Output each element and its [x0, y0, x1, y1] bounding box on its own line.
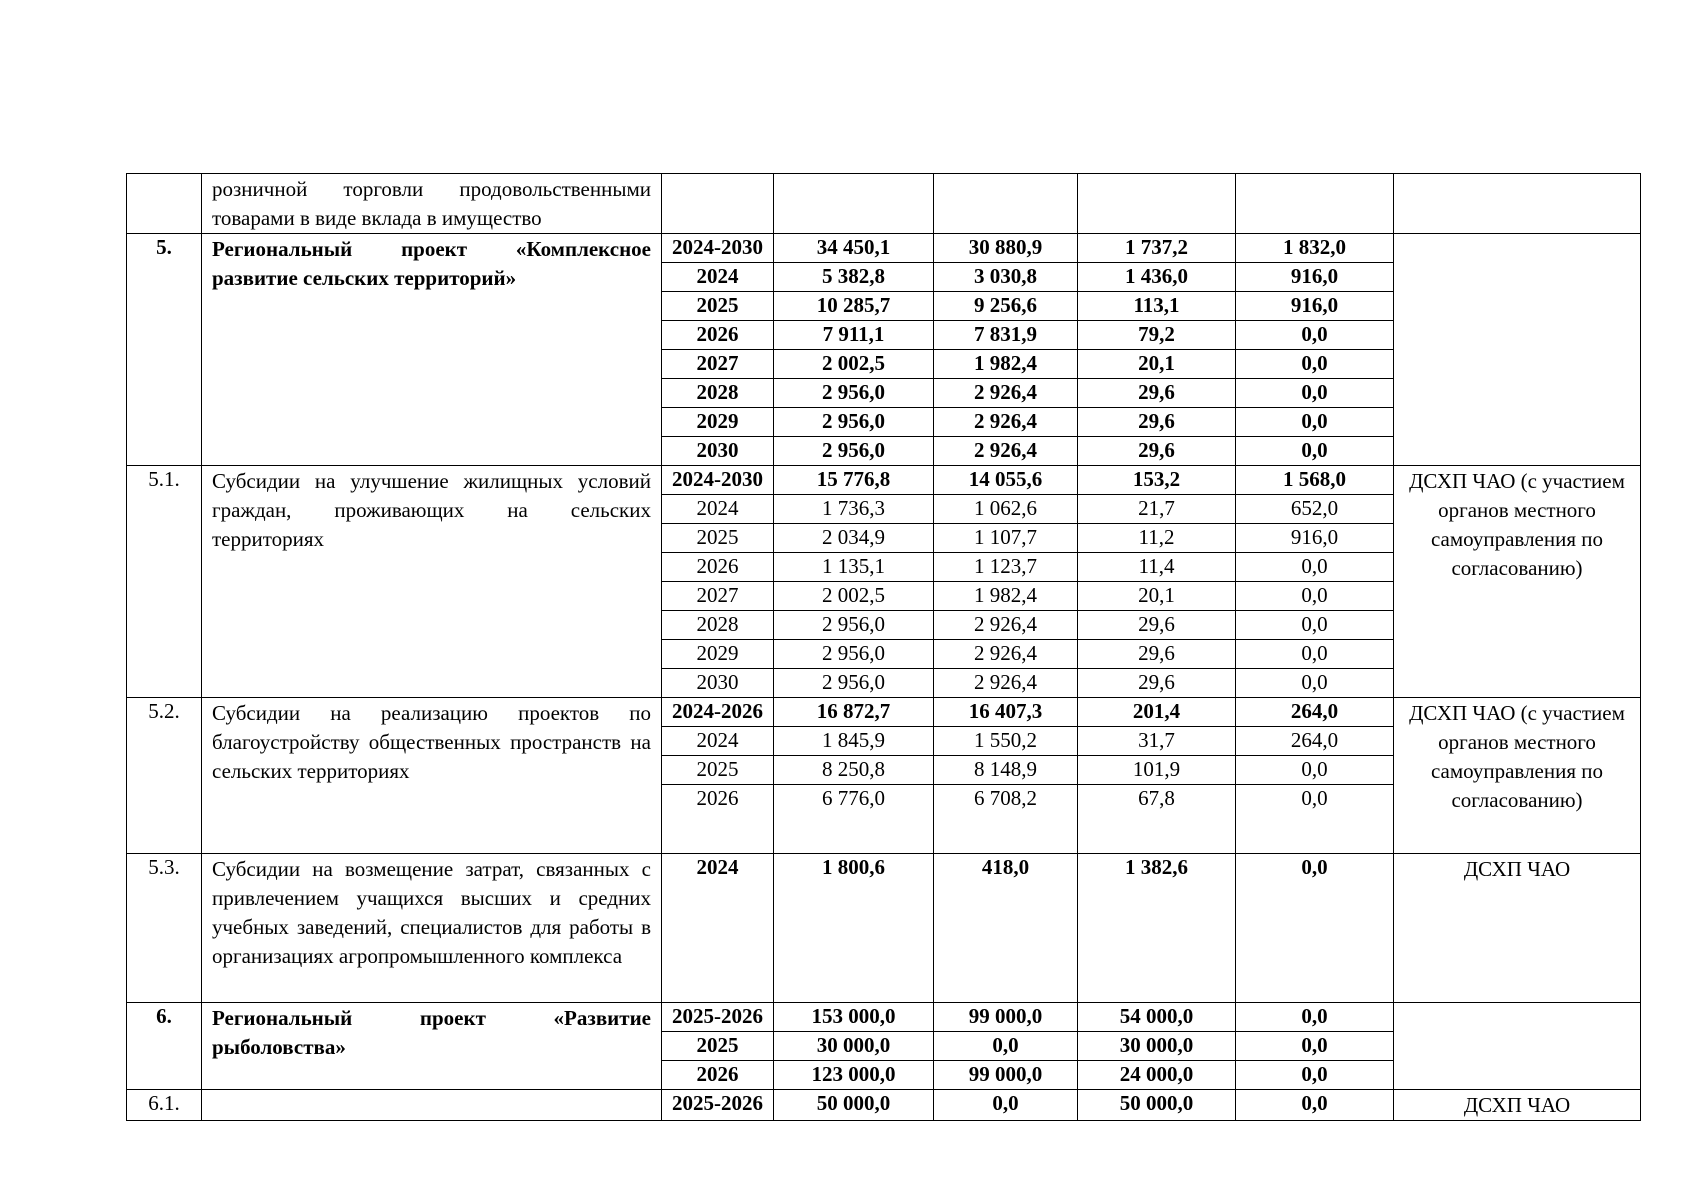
row-year: 2025 [662, 524, 774, 553]
row-regional: 101,9 [1078, 756, 1236, 785]
row-local: 0,0 [1236, 379, 1394, 408]
row-regional: 54 000,0 [1078, 1003, 1236, 1032]
row-total: 15 776,8 [774, 466, 934, 495]
row-year: 2024 [662, 727, 774, 756]
row-description: розничной торговли продовольственными товарами в виде вклада в имущество [202, 174, 662, 234]
row-federal: 99 000,0 [934, 1003, 1078, 1032]
row-regional: 31,7 [1078, 727, 1236, 756]
row-federal: 1 062,6 [934, 495, 1078, 524]
row-federal: 8 148,9 [934, 756, 1078, 785]
row-federal: 1 982,4 [934, 582, 1078, 611]
table-row [127, 698, 1641, 727]
row-regional: 11,4 [1078, 553, 1236, 582]
row-regional: 30 000,0 [1078, 1032, 1236, 1061]
row-description: Субсидии на реализацию проектов по благоустройству общественных пространств на сельских территориях [202, 698, 662, 854]
row-local: 652,0 [1236, 495, 1394, 524]
row-responsible [1394, 234, 1641, 466]
row-regional: 1 436,0 [1078, 263, 1236, 292]
row-responsible: ДСХП ЧАО [1394, 854, 1641, 1003]
row-number: 5.3. [127, 854, 202, 1003]
row-federal: 1 982,4 [934, 350, 1078, 379]
row-total: 1 736,3 [774, 495, 934, 524]
row-responsible: ДСХП ЧАО (с участием органов местного самоуправления по согласованию) [1394, 466, 1641, 698]
row-description: Региональный проект «Комплексное развитие сельских территорий» [202, 234, 662, 466]
row-total: 34 450,1 [774, 234, 934, 263]
row-local: 0,0 [1236, 582, 1394, 611]
row-regional: 1 382,6 [1078, 854, 1236, 1003]
row-regional: 29,6 [1078, 640, 1236, 669]
row-federal: 1 550,2 [934, 727, 1078, 756]
row-federal: 2 926,4 [934, 379, 1078, 408]
row-local: 0,0 [1236, 611, 1394, 640]
row-year: 2029 [662, 408, 774, 437]
row-year: 2024 [662, 263, 774, 292]
row-total: 5 382,8 [774, 263, 934, 292]
row-regional: 1 737,2 [1078, 234, 1236, 263]
row-total [774, 174, 934, 234]
row-federal: 6 708,2 [934, 785, 1078, 854]
table-row [127, 854, 1641, 1003]
row-year: 2024 [662, 495, 774, 524]
row-federal: 2 926,4 [934, 408, 1078, 437]
row-local: 0,0 [1236, 321, 1394, 350]
row-local: 916,0 [1236, 263, 1394, 292]
row-federal: 1 107,7 [934, 524, 1078, 553]
row-year: 2025 [662, 756, 774, 785]
row-regional: 29,6 [1078, 408, 1236, 437]
row-regional: 20,1 [1078, 350, 1236, 379]
row-year: 2027 [662, 582, 774, 611]
table-row [127, 466, 1641, 495]
row-responsible: ДСХП ЧАО (с участием органов местного самоуправления по согласованию) [1394, 698, 1641, 854]
row-local: 916,0 [1236, 524, 1394, 553]
row-year: 2024-2030 [662, 466, 774, 495]
row-total: 16 872,7 [774, 698, 934, 727]
row-local [1236, 174, 1394, 234]
row-year: 2029 [662, 640, 774, 669]
row-total: 2 956,0 [774, 408, 934, 437]
row-federal: 0,0 [934, 1090, 1078, 1121]
row-year: 2026 [662, 321, 774, 350]
row-local: 0,0 [1236, 553, 1394, 582]
budget-table [126, 173, 1641, 1121]
row-total: 2 956,0 [774, 437, 934, 466]
row-number: 5.1. [127, 466, 202, 698]
row-regional: 153,2 [1078, 466, 1236, 495]
row-federal: 7 831,9 [934, 321, 1078, 350]
table-row [127, 1090, 1641, 1121]
row-year: 2026 [662, 1061, 774, 1090]
row-total: 2 034,9 [774, 524, 934, 553]
row-local: 0,0 [1236, 1003, 1394, 1032]
row-local: 0,0 [1236, 1061, 1394, 1090]
row-number: 5.2. [127, 698, 202, 854]
row-regional: 67,8 [1078, 785, 1236, 854]
row-number [127, 174, 202, 234]
row-year: 2024-2026 [662, 698, 774, 727]
row-local: 0,0 [1236, 408, 1394, 437]
row-regional [1078, 174, 1236, 234]
continuation-row [127, 174, 1641, 234]
row-federal: 2 926,4 [934, 611, 1078, 640]
table-row [127, 1003, 1641, 1032]
row-federal: 99 000,0 [934, 1061, 1078, 1090]
row-local: 0,0 [1236, 785, 1394, 854]
row-total: 50 000,0 [774, 1090, 934, 1121]
row-year: 2024 [662, 854, 774, 1003]
row-year: 2025-2026 [662, 1003, 774, 1032]
row-year: 2026 [662, 553, 774, 582]
row-local: 0,0 [1236, 1032, 1394, 1061]
row-local: 0,0 [1236, 1090, 1394, 1121]
row-regional: 11,2 [1078, 524, 1236, 553]
row-year: 2025 [662, 292, 774, 321]
row-total: 2 002,5 [774, 350, 934, 379]
row-total: 2 956,0 [774, 640, 934, 669]
row-federal: 2 926,4 [934, 437, 1078, 466]
row-total: 2 956,0 [774, 611, 934, 640]
row-year [662, 174, 774, 234]
row-total: 7 911,1 [774, 321, 934, 350]
row-year: 2027 [662, 350, 774, 379]
row-total: 10 285,7 [774, 292, 934, 321]
row-local: 1 568,0 [1236, 466, 1394, 495]
row-federal: 2 926,4 [934, 640, 1078, 669]
row-description: Субсидии на улучшение жилищных условий граждан, проживающих на сельских территориях [202, 466, 662, 698]
row-total: 8 250,8 [774, 756, 934, 785]
row-total: 6 776,0 [774, 785, 934, 854]
row-total: 153 000,0 [774, 1003, 934, 1032]
row-responsible: ДСХП ЧАО [1394, 1090, 1641, 1121]
row-responsible [1394, 1003, 1641, 1090]
row-federal: 9 256,6 [934, 292, 1078, 321]
row-year: 2028 [662, 379, 774, 408]
row-local: 264,0 [1236, 727, 1394, 756]
row-total: 2 956,0 [774, 379, 934, 408]
row-regional: 24 000,0 [1078, 1061, 1236, 1090]
row-regional: 20,1 [1078, 582, 1236, 611]
row-local: 264,0 [1236, 698, 1394, 727]
row-total: 2 956,0 [774, 669, 934, 698]
row-regional: 29,6 [1078, 669, 1236, 698]
row-number: 6. [127, 1003, 202, 1090]
row-federal: 2 926,4 [934, 669, 1078, 698]
row-local: 0,0 [1236, 350, 1394, 379]
row-total: 1 845,9 [774, 727, 934, 756]
row-local: 0,0 [1236, 854, 1394, 1003]
row-federal: 14 055,6 [934, 466, 1078, 495]
row-description: Субсидии на возмещение затрат, связанных с привлечением учащихся высших и средних учебных заведений, специалистов для работы в организациях агропромышленного комплекса [202, 854, 662, 1003]
row-federal: 1 123,7 [934, 553, 1078, 582]
row-federal: 30 880,9 [934, 234, 1078, 263]
row-year: 2028 [662, 611, 774, 640]
row-number: 6.1. [127, 1090, 202, 1121]
row-year: 2026 [662, 785, 774, 854]
row-year: 2025-2026 [662, 1090, 774, 1121]
row-federal: 16 407,3 [934, 698, 1078, 727]
row-regional: 29,6 [1078, 437, 1236, 466]
row-total: 1 800,6 [774, 854, 934, 1003]
row-regional: 29,6 [1078, 379, 1236, 408]
row-regional: 79,2 [1078, 321, 1236, 350]
row-local: 916,0 [1236, 292, 1394, 321]
row-responsible [1394, 174, 1641, 234]
row-year: 2024-2030 [662, 234, 774, 263]
row-local: 1 832,0 [1236, 234, 1394, 263]
row-regional: 21,7 [1078, 495, 1236, 524]
row-regional: 29,6 [1078, 611, 1236, 640]
row-local: 0,0 [1236, 640, 1394, 669]
table-body [127, 174, 1641, 1121]
row-description [202, 1090, 662, 1121]
row-year: 2030 [662, 669, 774, 698]
row-regional: 113,1 [1078, 292, 1236, 321]
row-local: 0,0 [1236, 437, 1394, 466]
row-year: 2025 [662, 1032, 774, 1061]
row-federal: 0,0 [934, 1032, 1078, 1061]
row-federal: 3 030,8 [934, 263, 1078, 292]
row-year: 2030 [662, 437, 774, 466]
row-total: 2 002,5 [774, 582, 934, 611]
row-total: 30 000,0 [774, 1032, 934, 1061]
table-row [127, 234, 1641, 263]
row-local: 0,0 [1236, 756, 1394, 785]
row-federal [934, 174, 1078, 234]
row-regional: 50 000,0 [1078, 1090, 1236, 1121]
row-regional: 201,4 [1078, 698, 1236, 727]
row-local: 0,0 [1236, 669, 1394, 698]
row-total: 123 000,0 [774, 1061, 934, 1090]
row-number: 5. [127, 234, 202, 466]
row-federal: 418,0 [934, 854, 1078, 1003]
row-total: 1 135,1 [774, 553, 934, 582]
row-description: Региональный проект «Развитие рыболовства» [202, 1003, 662, 1090]
